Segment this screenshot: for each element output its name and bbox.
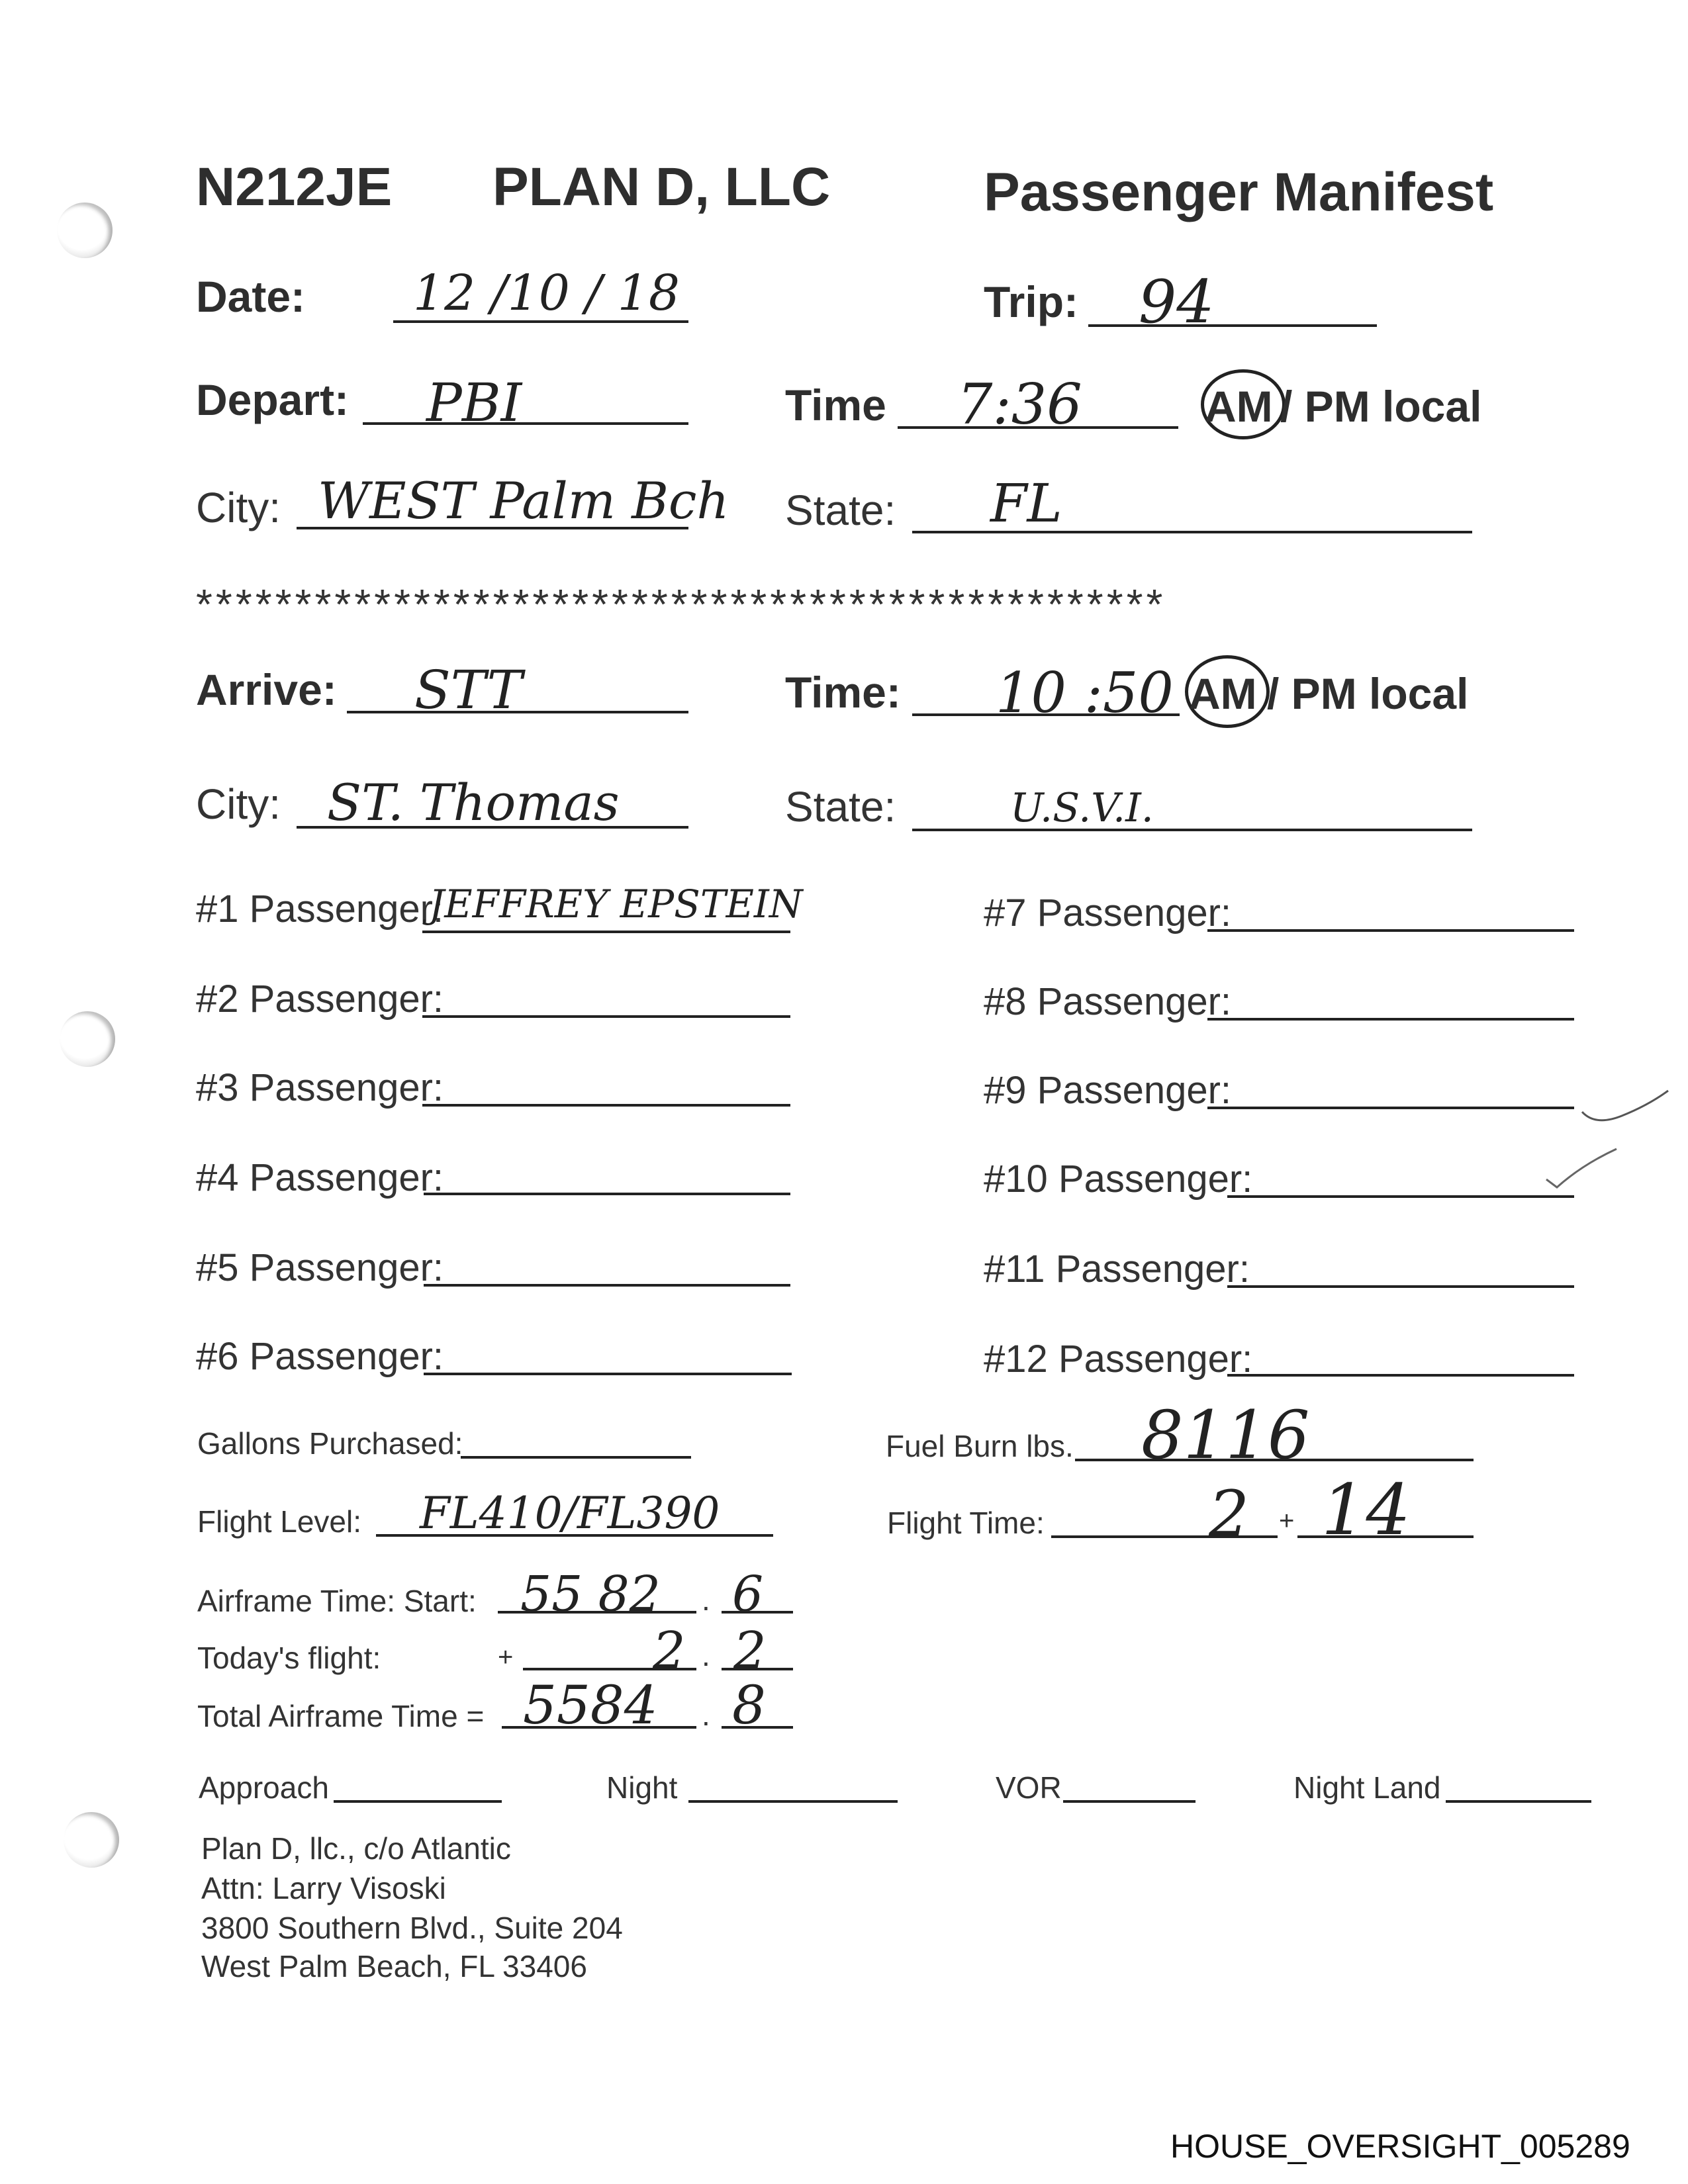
arrival-city-value: ST. Thomas xyxy=(327,773,620,832)
departure-state-label: State: xyxy=(785,486,896,534)
airframe-start-dot: . xyxy=(702,1582,710,1617)
passenger-3-line xyxy=(422,1104,790,1107)
night-land-label: Night Land xyxy=(1293,1770,1441,1805)
passenger-6-label: #6 Passenger: xyxy=(196,1335,444,1378)
date-value: 12 /10 / 18 xyxy=(413,265,680,322)
arrival-state-label: State: xyxy=(785,783,896,831)
company-name: PLAN D, LLC xyxy=(492,157,831,217)
passenger-9-line xyxy=(1207,1107,1574,1109)
passenger-8-label: #8 Passenger: xyxy=(984,980,1232,1023)
arrival-am-label: AM xyxy=(1189,669,1257,718)
address-line-2: Attn: Larry Visoski xyxy=(201,1871,446,1905)
total-airframe-whole: 5584 xyxy=(523,1674,658,1736)
passenger-9-label: #9 Passenger: xyxy=(984,1069,1232,1112)
pen-check-mark-lower xyxy=(1542,1145,1622,1198)
flight-level-value: FL410/FL390 xyxy=(420,1488,720,1539)
fuel-burn-label: Fuel Burn lbs. xyxy=(886,1429,1074,1463)
airframe-start-decimal: 6 xyxy=(732,1566,764,1623)
night-land-line xyxy=(1446,1800,1591,1803)
approach-label: Approach xyxy=(199,1770,329,1805)
depart-line xyxy=(363,422,688,425)
airframe-start-label: Airframe Time: Start: xyxy=(197,1584,477,1618)
passenger-11-label: #11 Passenger: xyxy=(984,1248,1250,1291)
departure-state-value: FL xyxy=(990,473,1062,534)
address-line-1: Plan D, llc., c/o Atlantic xyxy=(201,1831,511,1866)
passenger-7-line xyxy=(1207,929,1574,932)
departure-time-label: Time xyxy=(785,381,886,430)
flight-time-plus: + xyxy=(1279,1506,1295,1535)
departure-time-value: 7:36 xyxy=(957,372,1082,437)
passenger-3-label: #3 Passenger: xyxy=(196,1066,444,1109)
departure-city-value: WEST Palm Bch xyxy=(318,471,729,530)
passenger-8-line xyxy=(1207,1018,1574,1021)
flight-time-label: Flight Time: xyxy=(887,1506,1045,1540)
total-airframe-dot: . xyxy=(702,1698,710,1732)
passenger-1-line xyxy=(422,931,790,933)
todays-flight-label: Today's flight: xyxy=(197,1641,381,1675)
flight-time-minutes: 14 xyxy=(1321,1469,1411,1551)
arrive-label: Arrive: xyxy=(196,665,337,714)
departure-pm-local-label: / PM local xyxy=(1280,382,1482,431)
passenger-4-line xyxy=(424,1193,790,1195)
binder-hole-bottom xyxy=(64,1812,119,1868)
departure-city-label: City: xyxy=(196,484,281,531)
gallons-purchased-label: Gallons Purchased: xyxy=(197,1426,463,1461)
pen-check-mark-upper xyxy=(1575,1085,1675,1138)
trip-line xyxy=(1088,324,1377,327)
passenger-11-line xyxy=(1227,1285,1574,1288)
arrival-pm-local-label: / PM local xyxy=(1267,669,1469,718)
passenger-10-line xyxy=(1227,1195,1574,1198)
depart-value: PBI xyxy=(426,372,522,433)
vor-label: VOR xyxy=(996,1770,1062,1805)
todays-flight-whole: 2 xyxy=(653,1621,686,1681)
fuel-burn-value: 8116 xyxy=(1141,1396,1310,1474)
departure-am-label: AM xyxy=(1205,382,1273,431)
trip-value: 94 xyxy=(1139,267,1215,337)
vor-line xyxy=(1063,1800,1196,1803)
gallons-purchased-line xyxy=(461,1456,691,1459)
arrival-city-label: City: xyxy=(196,780,281,828)
passenger-2-line xyxy=(422,1015,790,1018)
passenger-1-value: JEFFREY EPSTEIN xyxy=(429,882,803,927)
flight-time-hours: 2 xyxy=(1209,1477,1250,1551)
todays-flight-decimal: 2 xyxy=(733,1621,767,1681)
passenger-5-line xyxy=(424,1284,790,1287)
address-line-4: West Palm Beach, FL 33406 xyxy=(201,1949,587,1983)
bates-number: HOUSE_OVERSIGHT_005289 xyxy=(1170,2128,1630,2165)
passenger-6-line xyxy=(424,1373,792,1375)
approach-line xyxy=(334,1800,502,1803)
depart-label: Depart: xyxy=(196,375,350,424)
passenger-10-label: #10 Passenger: xyxy=(984,1158,1253,1201)
night-line xyxy=(688,1800,898,1803)
todays-flight-dot: . xyxy=(702,1638,710,1672)
total-airframe-decimal: 8 xyxy=(732,1674,766,1736)
date-label: Date: xyxy=(196,272,306,321)
arrival-time-value: 10 :50 xyxy=(996,660,1174,725)
arrive-value: STT xyxy=(414,659,523,721)
todays-flight-plus: + xyxy=(498,1643,514,1672)
passenger-5-label: #5 Passenger: xyxy=(196,1246,444,1289)
total-airframe-label: Total Airframe Time = xyxy=(197,1699,485,1733)
passenger-7-label: #7 Passenger: xyxy=(984,891,1232,934)
passenger-4-label: #4 Passenger: xyxy=(196,1156,444,1199)
night-label: Night xyxy=(606,1770,678,1805)
airframe-start-whole: 55 82 xyxy=(520,1566,661,1623)
form-title: Passenger Manifest xyxy=(984,162,1494,222)
separator-stars: ************************************************* xyxy=(196,580,1166,628)
flight-level-label: Flight Level: xyxy=(197,1504,362,1539)
binder-hole-middle xyxy=(60,1011,115,1067)
tail-number: N212JE xyxy=(196,157,393,217)
passenger-12-label: #12 Passenger: xyxy=(984,1338,1253,1381)
arrival-state-value: U.S.V.I. xyxy=(1010,785,1154,831)
passenger-2-label: #2 Passenger: xyxy=(196,978,444,1021)
binder-hole-top xyxy=(57,203,113,258)
passenger-1-label: #1 Passenger: xyxy=(196,887,444,931)
address-line-3: 3800 Southern Blvd., Suite 204 xyxy=(201,1911,623,1945)
arrival-state-line xyxy=(912,829,1472,831)
passenger-12-line xyxy=(1227,1374,1574,1377)
trip-label: Trip: xyxy=(984,277,1078,326)
arrival-time-label: Time: xyxy=(785,668,901,717)
